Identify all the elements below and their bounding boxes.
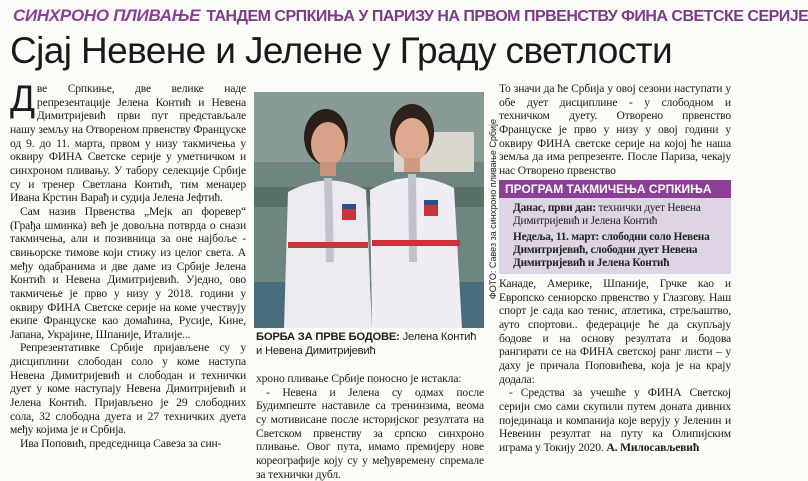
caption-head: БОРБА ЗА ПРВЕ БОДОВЕ: xyxy=(256,331,400,343)
drop-cap: Д xyxy=(10,78,35,119)
article-column-1 xyxy=(10,78,246,451)
paragraph: Сам назив Првенства „Мејк ап форевер“ (Грађа шминка) већ је довољна потврда о снази такмичења, али и позивница за оне најбоље - свињорске тимове који стижу из целог света. А међу одабранима и две даме из Србије Јелена Контић и Невена Димитријевић. Уједно, ово такмичење је прво у низу у 2018. години у оквиру ФИНА Светске серије на коме учествују екипе Француске као домаћина, Русије, Кине, Јапана, Украјине, Шпаније, Италије... xyxy=(10,204,246,341)
section-label: СИНХРОНО ПЛИВАЊЕ xyxy=(13,6,201,25)
article-column-4 xyxy=(499,277,731,455)
photo-credit xyxy=(485,92,497,328)
program-box-title: ПРОГРАМ ТАКМИЧЕЊА СРПКИЊА xyxy=(499,180,731,198)
program-day-1 xyxy=(513,202,727,229)
program-day-1-label: Данас, први дан: xyxy=(513,202,596,214)
paragraph: То значи да ће Србија у овој сезони наступати у обе дует дисциплине - у слободном и техничком дуету. Отворено првенство Француске је прво у низу у овој години у оквиру ФИНА светске серије на којој ће наша земља да има репрезенте. После Париза, чекају нас Отворено првенство xyxy=(499,82,731,177)
article-column-3 xyxy=(499,82,731,178)
caption-text: Јелена Контић и Невена Димитријевић xyxy=(256,331,477,357)
program-box xyxy=(499,198,731,274)
article-column-2 xyxy=(256,372,484,481)
paragraph: хроно пливање Србије поносно је истакла: xyxy=(256,372,462,385)
author-signature: А. Милосављевић xyxy=(606,440,700,454)
photo-caption xyxy=(256,331,484,358)
program-day-2 xyxy=(513,231,727,271)
photo-credit-text: ФОТО: Савез за синхроно пливање Србије xyxy=(488,118,498,300)
paragraph xyxy=(499,386,731,454)
kicker xyxy=(13,6,808,28)
program-day-1-text: технички дует Невена Димитријевић и Јелена Контић xyxy=(513,202,701,228)
program-day-2-label: Недеља, 11. март: xyxy=(513,230,600,243)
paragraph: Ива Поповић, председница Савеза за син- xyxy=(20,437,222,451)
kicker-title: ТАНДЕМ СРПКИЊА У ПАРИЗУ НА ПРВОМ ПРВЕНСТВУ ФИНА СВЕТСКЕ СЕРИЈЕ xyxy=(206,8,808,25)
paragraph: - Невена и Јелена су одмах после Будимпеште наставиле са тренинзима, веома су мотивисане после историјског резултата на Светском првенству за српско синхроно пливање. Овог пута, имамо премијеру нове кореографије коју су у међувремену спремале за технички дубл. xyxy=(256,385,484,481)
paragraph: Канаде, Америке, Шпаније, Грчке као и Европско сениорско првенство у Глазгову. Наш спорт је сада као тенис, атлетика, стрељаштво, ауто спортови.. федерације ће да скупљају бодове и на основу резултата и бодова рангирати се на ФИНА светској ранг листи – у даху је причала Поповићева, која је на крају додала: xyxy=(499,277,731,386)
paragraph: ве Српкиње, две велике наде репрезентације Јелена Контић и Невена Димитријевић први пут представљале нашу земљу на Отвореном првенству Француске од 9. до 11. марта, првом у низу такмичења у оквиру ФИНА Светске серије у уметничком и синхроном пливању. У табору селекције Србије су и тренер Светлана Контић, тим менаџер Ивана Крстин Варађ и судија Јелена Јефтић. xyxy=(10,82,246,205)
paragraph: Репрезентативке Србије пријављене су у дисциплини слободан соло у коме наступа Невена Димитријевић и слободан и технички дует у коме наступају Невена Димитријевић и Јелена Контић. Пријављено је 29 слободних сола, 32 слободна дуета и 27 техничких дуета међу којима је и Србија. xyxy=(10,341,246,437)
program-day-2-text: слободни соло Невена Димитријевић, слободни дует Невена Димитријевић и Јелена Контић xyxy=(513,230,710,270)
article-photo xyxy=(254,92,484,328)
headline: Сјај Невене и Јелене у Граду светлости xyxy=(10,30,673,71)
paragraph-text: - Средства за учешће у ФИНА Светској серији смо сами скупили путем доната дивних појединаца и компанија које верују у Јеленин и Невенин резултат на путу ка Олипијским играма у Токију 2020. xyxy=(499,386,731,454)
